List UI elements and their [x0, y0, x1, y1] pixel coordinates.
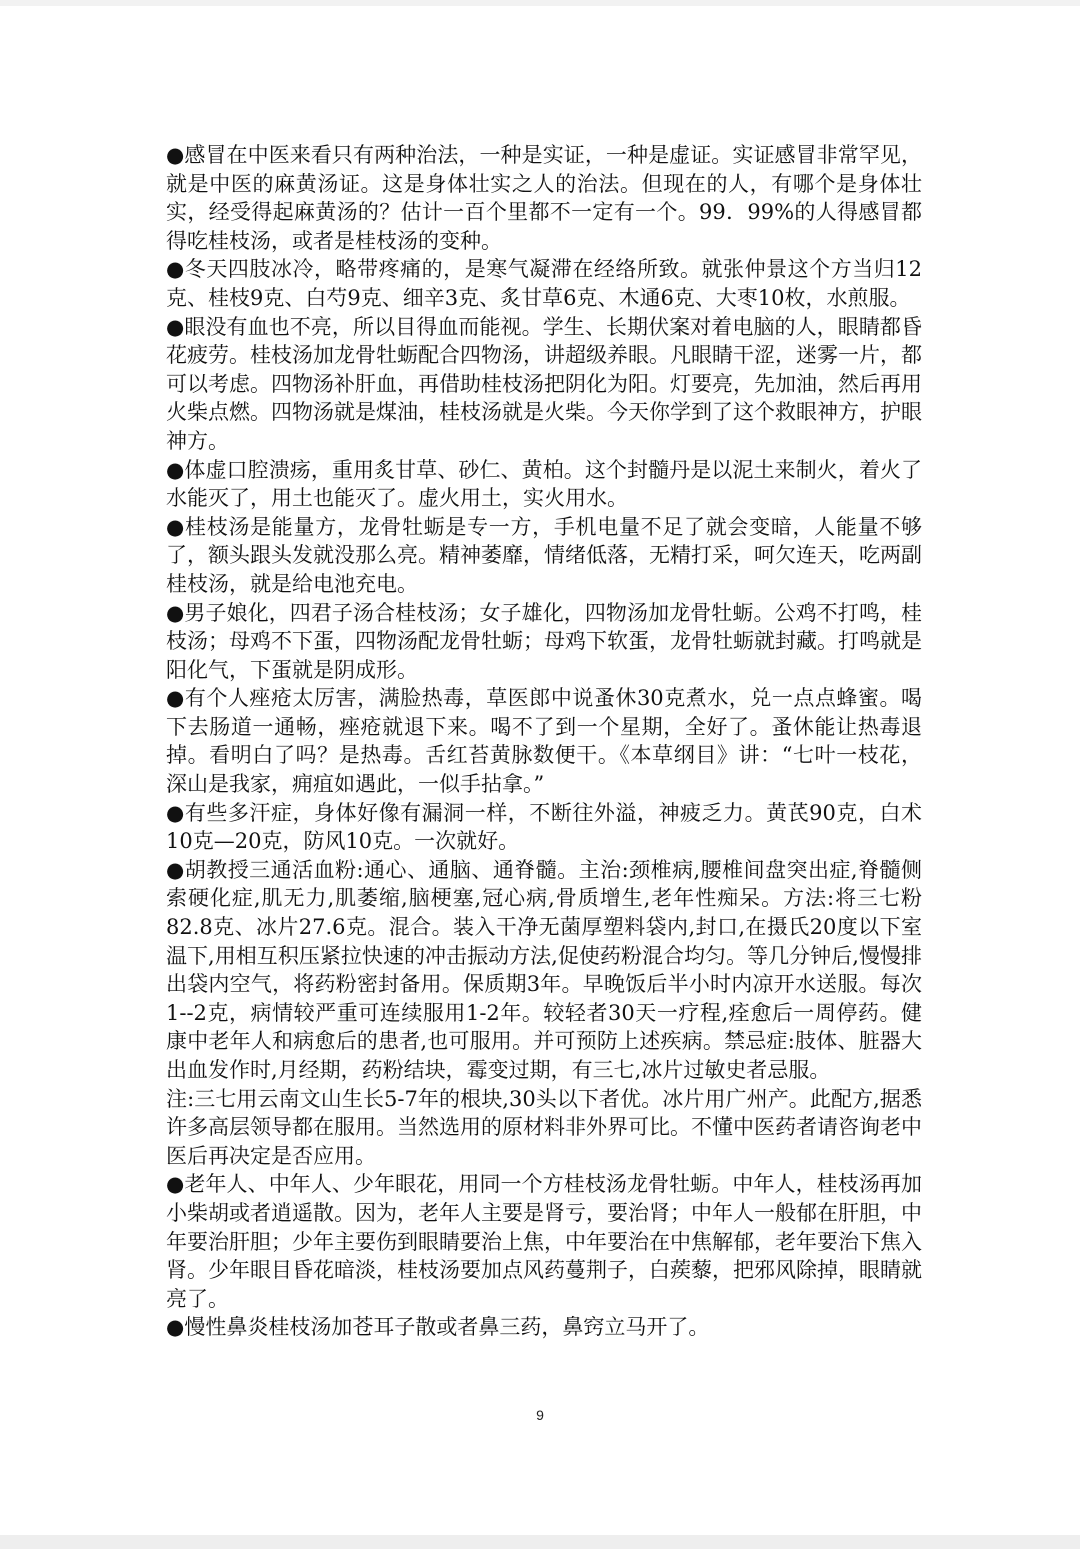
paragraph-cold-limbs: ●冬天四肢冰冷，略带疼痛的，是寒气凝滞在经络所致。就张仲景这个方当归12克、桂枝9克、白芍9克、细辛3克、炙甘草6克、木通6克、大枣10枚，水煎服。 — [166, 257, 922, 310]
paragraph-acne: ●有个人痤疮太厉害，满脸热毒，草医郎中说蚤休30克煮水，兑一点点蜂蜜。喝下去肠道一通畅，痤疮就退下来。喝不了到一个星期，全好了。蚤休能让热毒退掉。看明白了吗？是热毒。舌红苔黄脉数便干。《本草纲目》讲：“七叶一枝花，深山是我家，痈疽如遇此，一似手拈拿。” — [166, 686, 922, 797]
page-number: 9 — [536, 1407, 544, 1423]
paragraph-blood-powder: ●胡教授三通活血粉:通心、通脑、通脊髓。主治:颈椎病,腰椎间盘突出症,脊髓侧索硬化症,肌无力,肌萎缩,脑梗塞,冠心病,骨质增生,老年性痴呆。方法:将三七粉82.8克、冰片27.6克。混合。装入干净无菌厚塑料袋内,封口,在摄氏20度以下室温下,用相互积压紧拉快速的冲击振动方法,促使药粉混合均匀。等几分钟后,慢慢排出袋内空气，将药粉密封备用。保质期3年。早晚饭后半小时内凉开水送服。每次1--2克，病情较严重可连续服用1-2年。较轻者30天一疗程,痊愈后一周停药。健康中老年人和病愈后的患者,也可服用。并可预防上述疾病。禁忌症:肢体、脏器大出血发作时,月经期，药粉结块，霉变过期，有三七,冰片过敏史者忌服。 — [166, 857, 922, 1082]
page-body — [166, 141, 922, 1342]
paragraph-mouth-ulcer: ●体虚口腔溃疡，重用炙甘草、砂仁、黄柏。这个封髓丹是以泥土来制火，着火了水能灭了，用土也能灭了。虚火用土，实火用水。 — [166, 457, 922, 511]
paragraph-eye-blood: ●眼没有血也不亮，所以目得血而能视。学生、长期伏案对着电脑的人，眼睛都昏花疲劳。桂枝汤加龙骨牡蛎配合四物汤，讲超级养眼。凡眼睛干涩，迷雾一片，都可以考虑。四物汤补肝血，再借助桂枝汤把阴化为阳。灯要亮，先加油，然后再用火柴点燃。四物汤就是煤油，桂枝汤就是火柴。今天你学到了这个救眼神方，护眼神方。 — [166, 314, 922, 453]
paragraph-gender-traits: ●男子娘化，四君子汤合桂枝汤；女子雄化，四物汤加龙骨牡蛎。公鸡不打鸣，桂枝汤；母鸡不下蛋，四物汤配龙骨牡蛎；母鸡下软蛋，龙骨牡蛎就封藏。打鸣就是阳化气，下蛋就是阴成形。 — [166, 600, 922, 682]
paragraph-energy-formula: ●桂枝汤是能量方，龙骨牡蛎是专一方，手机电量不足了就会变暗，人能量不够了，额头跟头发就没那么亮。精神萎靡，情绪低落，无精打采，呵欠连天，吃两副桂枝汤，就是给电池充电。 — [166, 514, 922, 596]
paragraph-note: 注:三七用云南文山生长5-7年的根块,30头以下者优。冰片用广州产。此配方,据悉许多高层领导都在服用。当然选用的原材料非外界可比。不懂中医药者请咨询老中医后再决定是否应用。 — [166, 1086, 922, 1168]
paragraph-sweating: ●有些多汗症，身体好像有漏洞一样，不断往外溢，神疲乏力。黄芪90克，白术10克—20克，防风10克。一次就好。 — [166, 800, 922, 854]
paragraph-rhinitis: ●慢性鼻炎桂枝汤加苍耳子散或者鼻三药，鼻窍立马开了。 — [166, 1315, 710, 1340]
paragraph-cold-treatment: ●感冒在中医来看只有两种治法，一种是实证，一种是虚证。实证感冒非常罕见，就是中医的麻黄汤证。这是身体壮实之人的治法。但现在的人，有哪个是身体壮实，经受得起麻黄汤的？估计一百个里都不一定有一个。99．99%的人得感冒都得吃桂枝汤，或者是桂枝汤的变种。 — [166, 143, 922, 253]
page-top-strip — [0, 0, 1080, 6]
paragraph-blurred-vision: ●老年人、中年人、少年眼花，用同一个方桂枝汤龙骨牡蛎。中年人，桂枝汤再加小柴胡或者逍遥散。因为，老年人主要是肾亏，要治肾；中年人一般郁在肝胆，中年要治肝胆；少年主要伤到眼睛要治上焦，中年要治在中焦解郁，老年要治下焦入肾。少年眼目昏花暗淡，桂枝汤要加点风药蔓荆子，白蒺藜，把邪风除掉，眼睛就亮了。 — [166, 1172, 922, 1311]
